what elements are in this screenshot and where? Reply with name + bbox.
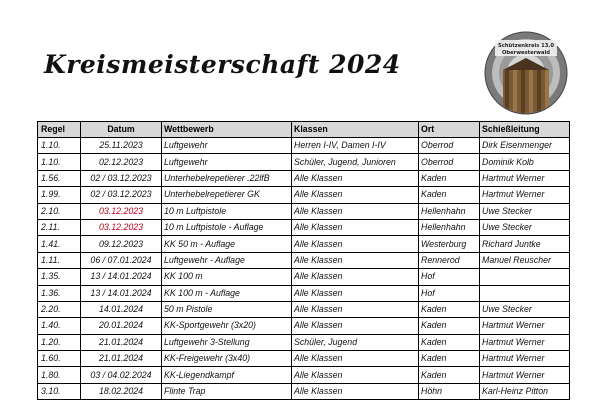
cell-klassen: Alle Klassen — [292, 252, 419, 268]
cell-datum: 06 / 07.01.2024 — [81, 252, 162, 268]
cell-regel: 2.10. — [38, 203, 81, 219]
cell-schiessleitung: Uwe Stecker — [480, 301, 570, 317]
cell-datum: 02 / 03.12.2023 — [81, 187, 162, 203]
cell-wettbewerb: Flinte Trap — [162, 383, 292, 399]
cell-wettbewerb: 10 m Luftpistole - Auflage — [162, 219, 292, 235]
cell-ort: Kaden — [419, 334, 480, 350]
cell-wettbewerb: 10 m Luftpistole — [162, 203, 292, 219]
cell-klassen: Herren I-IV, Damen I-IV — [292, 138, 419, 154]
cell-ort: Kaden — [419, 187, 480, 203]
header-wettbewerb: Wettbewerb — [162, 122, 292, 138]
cell-klassen: Alle Klassen — [292, 285, 419, 301]
cell-schiessleitung: Hartmut Werner — [480, 351, 570, 367]
cell-regel: 1.20. — [38, 334, 81, 350]
cell-wettbewerb: Luftgewehr - Auflage — [162, 252, 292, 268]
cell-regel: 1.10. — [38, 138, 81, 154]
cell-datum: 03.12.2023 — [81, 219, 162, 235]
cell-regel: 1.40. — [38, 318, 81, 334]
cell-wettbewerb: Luftgewehr 3-Stellung — [162, 334, 292, 350]
cell-datum: 13 / 14.01.2024 — [81, 285, 162, 301]
cell-klassen: Alle Klassen — [292, 301, 419, 317]
cell-ort: Höhn — [419, 383, 480, 399]
page-title: Kreismeisterschaft 2024 — [44, 50, 401, 79]
cell-schiessleitung: Hartmut Werner — [480, 187, 570, 203]
cell-wettbewerb: Unterhebelrepetierer .22lfB — [162, 170, 292, 186]
cell-schiessleitung: Karl-Heinz Pitton — [480, 383, 570, 399]
cell-schiessleitung: Hartmut Werner — [480, 318, 570, 334]
cell-datum: 13 / 14.01.2024 — [81, 269, 162, 285]
cell-wettbewerb: KK-Sportgewehr (3x20) — [162, 318, 292, 334]
header-klassen: Klassen — [292, 122, 419, 138]
cell-schiessleitung: Uwe Stecker — [480, 203, 570, 219]
cell-klassen: Schüler, Jugend, Junioren — [292, 154, 419, 170]
cell-wettbewerb: Luftgewehr — [162, 154, 292, 170]
cell-datum: 02 / 03.12.2023 — [81, 170, 162, 186]
table-row — [38, 252, 570, 268]
cell-klassen: Alle Klassen — [292, 269, 419, 285]
header-ort: Ort — [419, 122, 480, 138]
cell-klassen: Alle Klassen — [292, 383, 419, 399]
header-datum: Datum — [81, 122, 162, 138]
cell-ort: Oberrod — [419, 138, 480, 154]
cell-regel: 1.36. — [38, 285, 81, 301]
table-row — [38, 203, 570, 219]
cell-klassen: Alle Klassen — [292, 367, 419, 383]
cell-schiessleitung: Hartmut Werner — [480, 334, 570, 350]
cell-schiessleitung — [480, 269, 570, 285]
cell-datum: 14.01.2024 — [81, 301, 162, 317]
cell-datum: 25.11.2023 — [81, 138, 162, 154]
cell-regel: 1.99. — [38, 187, 81, 203]
cell-datum: 18.02.2024 — [81, 383, 162, 399]
cell-wettbewerb: Luftgewehr — [162, 138, 292, 154]
cell-ort: Oberrod — [419, 154, 480, 170]
table-row — [38, 301, 570, 317]
club-logo — [483, 30, 569, 116]
table-row — [38, 318, 570, 334]
table-row — [38, 285, 570, 301]
schedule-table — [37, 121, 570, 400]
cell-regel: 1.41. — [38, 236, 81, 252]
cell-klassen: Alle Klassen — [292, 236, 419, 252]
cell-datum: 02.12.2023 — [81, 154, 162, 170]
table-row — [38, 170, 570, 186]
cell-klassen: Schüler, Jugend — [292, 334, 419, 350]
cell-ort: Kaden — [419, 318, 480, 334]
logo-text-line2: Oberwesterwald — [502, 50, 550, 56]
cell-schiessleitung — [480, 285, 570, 301]
cell-wettbewerb: KK 100 m - Auflage — [162, 285, 292, 301]
cell-klassen: Alle Klassen — [292, 203, 419, 219]
cell-schiessleitung: Dirk Eisenmenger — [480, 138, 570, 154]
cell-regel: 3.10. — [38, 383, 81, 399]
logo-text-line1: Schützenkreis 13.0 — [498, 43, 554, 49]
cell-regel: 1.35. — [38, 269, 81, 285]
cell-wettbewerb: KK 100 m — [162, 269, 292, 285]
table-row — [38, 383, 570, 399]
cell-klassen: Alle Klassen — [292, 187, 419, 203]
cell-schiessleitung: Hartmut Werner — [480, 367, 570, 383]
cell-ort: Westerburg — [419, 236, 480, 252]
cell-wettbewerb: 50 m Pistole — [162, 301, 292, 317]
cell-datum: 21.01.2024 — [81, 334, 162, 350]
cell-schiessleitung: Uwe Stecker — [480, 219, 570, 235]
cell-regel: 2.11. — [38, 219, 81, 235]
cell-datum: 21.01.2024 — [81, 351, 162, 367]
cell-ort: Kaden — [419, 301, 480, 317]
header-schiessleitung: Schießleitung — [480, 122, 570, 138]
cell-wettbewerb: Unterhebelrepetierer GK — [162, 187, 292, 203]
cell-regel: 1.11. — [38, 252, 81, 268]
cell-ort: Hof — [419, 285, 480, 301]
cell-regel: 2.20. — [38, 301, 81, 317]
table-row — [38, 334, 570, 350]
table-row — [38, 154, 570, 170]
table-row — [38, 269, 570, 285]
table-header-row — [38, 122, 570, 138]
cell-regel: 1.10. — [38, 154, 81, 170]
cell-schiessleitung: Hartmut Werner — [480, 170, 570, 186]
cell-ort: Hellenhahn — [419, 219, 480, 235]
cell-wettbewerb: KK-Freigewehr (3x40) — [162, 351, 292, 367]
cell-ort: Rennerod — [419, 252, 480, 268]
table-row — [38, 236, 570, 252]
cell-datum: 03 / 04.02.2024 — [81, 367, 162, 383]
shooting-target-emblem-icon — [483, 30, 569, 116]
cell-klassen: Alle Klassen — [292, 219, 419, 235]
cell-ort: Hof — [419, 269, 480, 285]
cell-wettbewerb: KK-Liegendkampf — [162, 367, 292, 383]
cell-schiessleitung: Manuel Reuscher — [480, 252, 570, 268]
cell-regel: 1.56. — [38, 170, 81, 186]
cell-regel: 1.80. — [38, 367, 81, 383]
cell-regel: 1.60. — [38, 351, 81, 367]
cell-ort: Kaden — [419, 170, 480, 186]
cell-ort: Kaden — [419, 367, 480, 383]
cell-schiessleitung: Richard Juntke — [480, 236, 570, 252]
cell-wettbewerb: KK 50 m - Auflage — [162, 236, 292, 252]
table-row — [38, 351, 570, 367]
cell-datum: 09.12.2023 — [81, 236, 162, 252]
table-row — [38, 138, 570, 154]
cell-schiessleitung: Dominik Kolb — [480, 154, 570, 170]
table-row — [38, 219, 570, 235]
table-row — [38, 367, 570, 383]
cell-ort: Kaden — [419, 351, 480, 367]
cell-klassen: Alle Klassen — [292, 170, 419, 186]
cell-datum: 03.12.2023 — [81, 203, 162, 219]
cell-ort: Hellenhahn — [419, 203, 480, 219]
cell-datum: 20.01.2024 — [81, 318, 162, 334]
cell-klassen: Alle Klassen — [292, 351, 419, 367]
cell-klassen: Alle Klassen — [292, 318, 419, 334]
header-regel: Regel — [38, 122, 81, 138]
table-row — [38, 187, 570, 203]
